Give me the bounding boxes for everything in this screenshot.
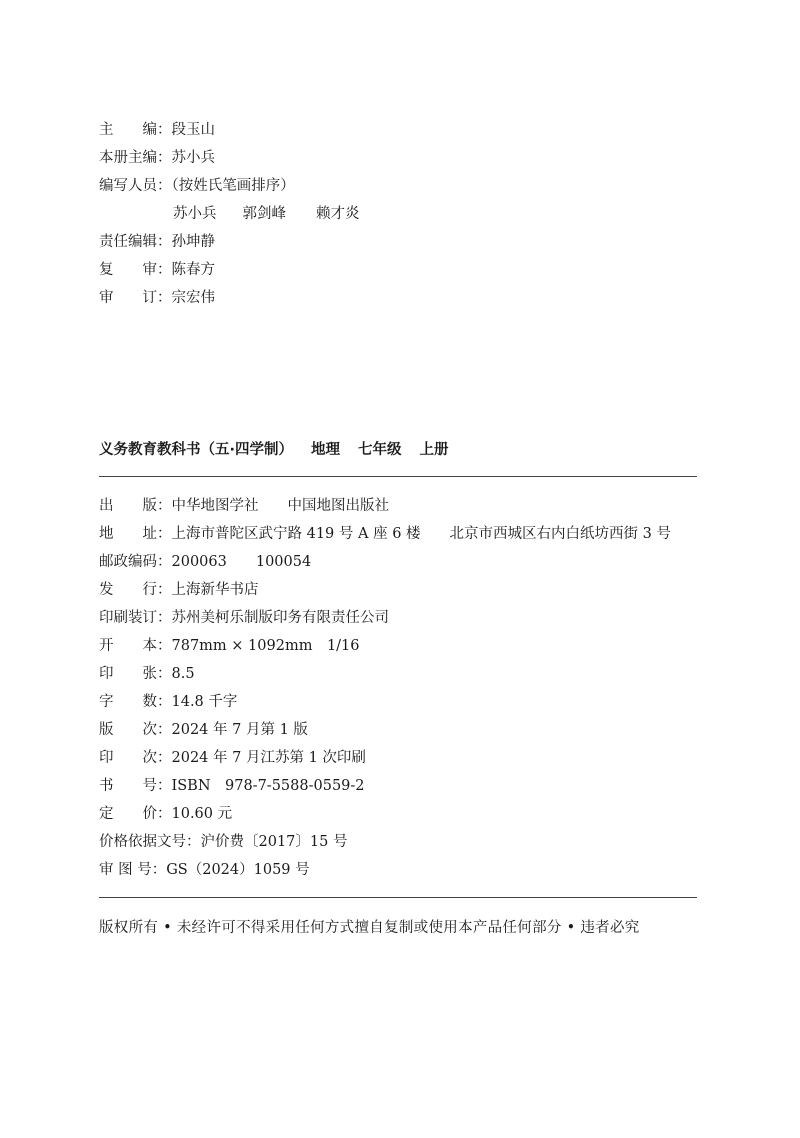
book-series: 义务教育教科书（五·四学制） xyxy=(99,442,294,458)
pub-label: 印 张： xyxy=(99,666,172,682)
credit-final-review-value: 宗宏伟 xyxy=(171,290,215,306)
book-title xyxy=(99,438,449,459)
pub-value: 787mm × 1092mm 1/16 xyxy=(171,638,360,654)
pub-value: 200063 100054 xyxy=(171,554,312,570)
pub-value: 10.60 元 xyxy=(171,806,233,822)
credit-review-value: 陈春方 xyxy=(171,262,215,278)
credit-editor-label: 主 编： xyxy=(99,122,172,138)
pub-value: 2024 年 7 月第 1 版 xyxy=(171,722,308,738)
pub-label: 开 本： xyxy=(99,638,172,654)
credit-editor xyxy=(99,120,215,140)
pub-row xyxy=(99,692,237,712)
writer-name: 苏小兵 xyxy=(173,206,217,222)
pub-value: 2024 年 7 月江苏第 1 次印刷 xyxy=(171,750,366,766)
credit-responsible-editor xyxy=(99,232,215,252)
credit-writers-label: 编写人员： xyxy=(99,178,172,194)
pub-label: 邮政编码： xyxy=(99,554,172,570)
pub-row xyxy=(99,608,389,628)
pub-row xyxy=(99,580,259,600)
pub-label: 印 次： xyxy=(99,750,172,766)
credit-final-review-label: 审 订： xyxy=(99,290,172,306)
credit-writers-note: （按姓氏笔画排序） xyxy=(171,178,295,194)
pub-row xyxy=(99,804,232,824)
credit-responsible-editor-value: 孙坤静 xyxy=(171,234,215,250)
pub-value: 8.5 xyxy=(171,666,195,682)
pub-row xyxy=(99,552,311,572)
writer-name: 赖才炎 xyxy=(316,206,360,222)
pub-label: 地 址： xyxy=(99,526,172,542)
pub-row xyxy=(99,860,310,880)
pub-value: 中华地图学社 中国地图出版社 xyxy=(171,498,389,514)
credit-final-review xyxy=(99,288,215,308)
top-divider xyxy=(99,476,697,477)
pub-row xyxy=(99,524,671,544)
book-subject: 地理 xyxy=(311,442,341,458)
pub-value: GS（2024）1059 号 xyxy=(166,862,310,878)
pub-row xyxy=(99,636,360,656)
credit-review-label: 复 审： xyxy=(99,262,172,278)
pub-label: 审 图 号： xyxy=(99,862,167,878)
book-volume: 上册 xyxy=(419,442,449,458)
pub-label: 字 数： xyxy=(99,694,172,710)
pub-row xyxy=(99,664,195,684)
credit-writers xyxy=(99,176,295,196)
credit-writers-list xyxy=(173,204,360,224)
copyright-notice: 版权所有 • 未经许可不得采用任何方式擅自复制或使用本产品任何部分 • 违者必究 xyxy=(99,920,640,936)
pub-label: 出 版： xyxy=(99,498,172,514)
credit-volume-editor-label: 本册主编： xyxy=(99,150,172,166)
credit-responsible-editor-label: 责任编辑： xyxy=(99,234,172,250)
pub-label: 印刷装订： xyxy=(99,610,172,626)
pub-label: 定 价： xyxy=(99,806,172,822)
credit-review xyxy=(99,260,215,280)
pub-row xyxy=(99,832,347,852)
bottom-divider xyxy=(99,897,697,898)
pub-row xyxy=(99,720,308,740)
pub-value: 上海市普陀区武宁路 419 号 A 座 6 楼 北京市西城区右内白纸坊西街 3 号 xyxy=(171,526,671,542)
pub-row xyxy=(99,748,366,768)
credit-volume-editor-value: 苏小兵 xyxy=(171,150,215,166)
pub-label: 价格依据文号： xyxy=(99,834,201,850)
pub-value: 苏州美柯乐制版印务有限责任公司 xyxy=(171,610,389,626)
book-grade: 七年级 xyxy=(358,442,402,458)
pub-label: 书 号： xyxy=(99,778,172,794)
writer-name: 郭剑峰 xyxy=(242,206,286,222)
pub-value: ISBN 978-7-5588-0559-2 xyxy=(171,778,365,794)
pub-row xyxy=(99,496,389,516)
pub-value: 上海新华书店 xyxy=(171,582,259,598)
pub-row xyxy=(99,776,365,796)
credit-editor-value: 段玉山 xyxy=(171,122,215,138)
pub-label: 发 行： xyxy=(99,582,172,598)
pub-value: 沪价费〔2017〕15 号 xyxy=(200,834,348,850)
pub-value: 14.8 千字 xyxy=(171,694,238,710)
pub-label: 版 次： xyxy=(99,722,172,738)
credit-volume-editor xyxy=(99,148,215,168)
